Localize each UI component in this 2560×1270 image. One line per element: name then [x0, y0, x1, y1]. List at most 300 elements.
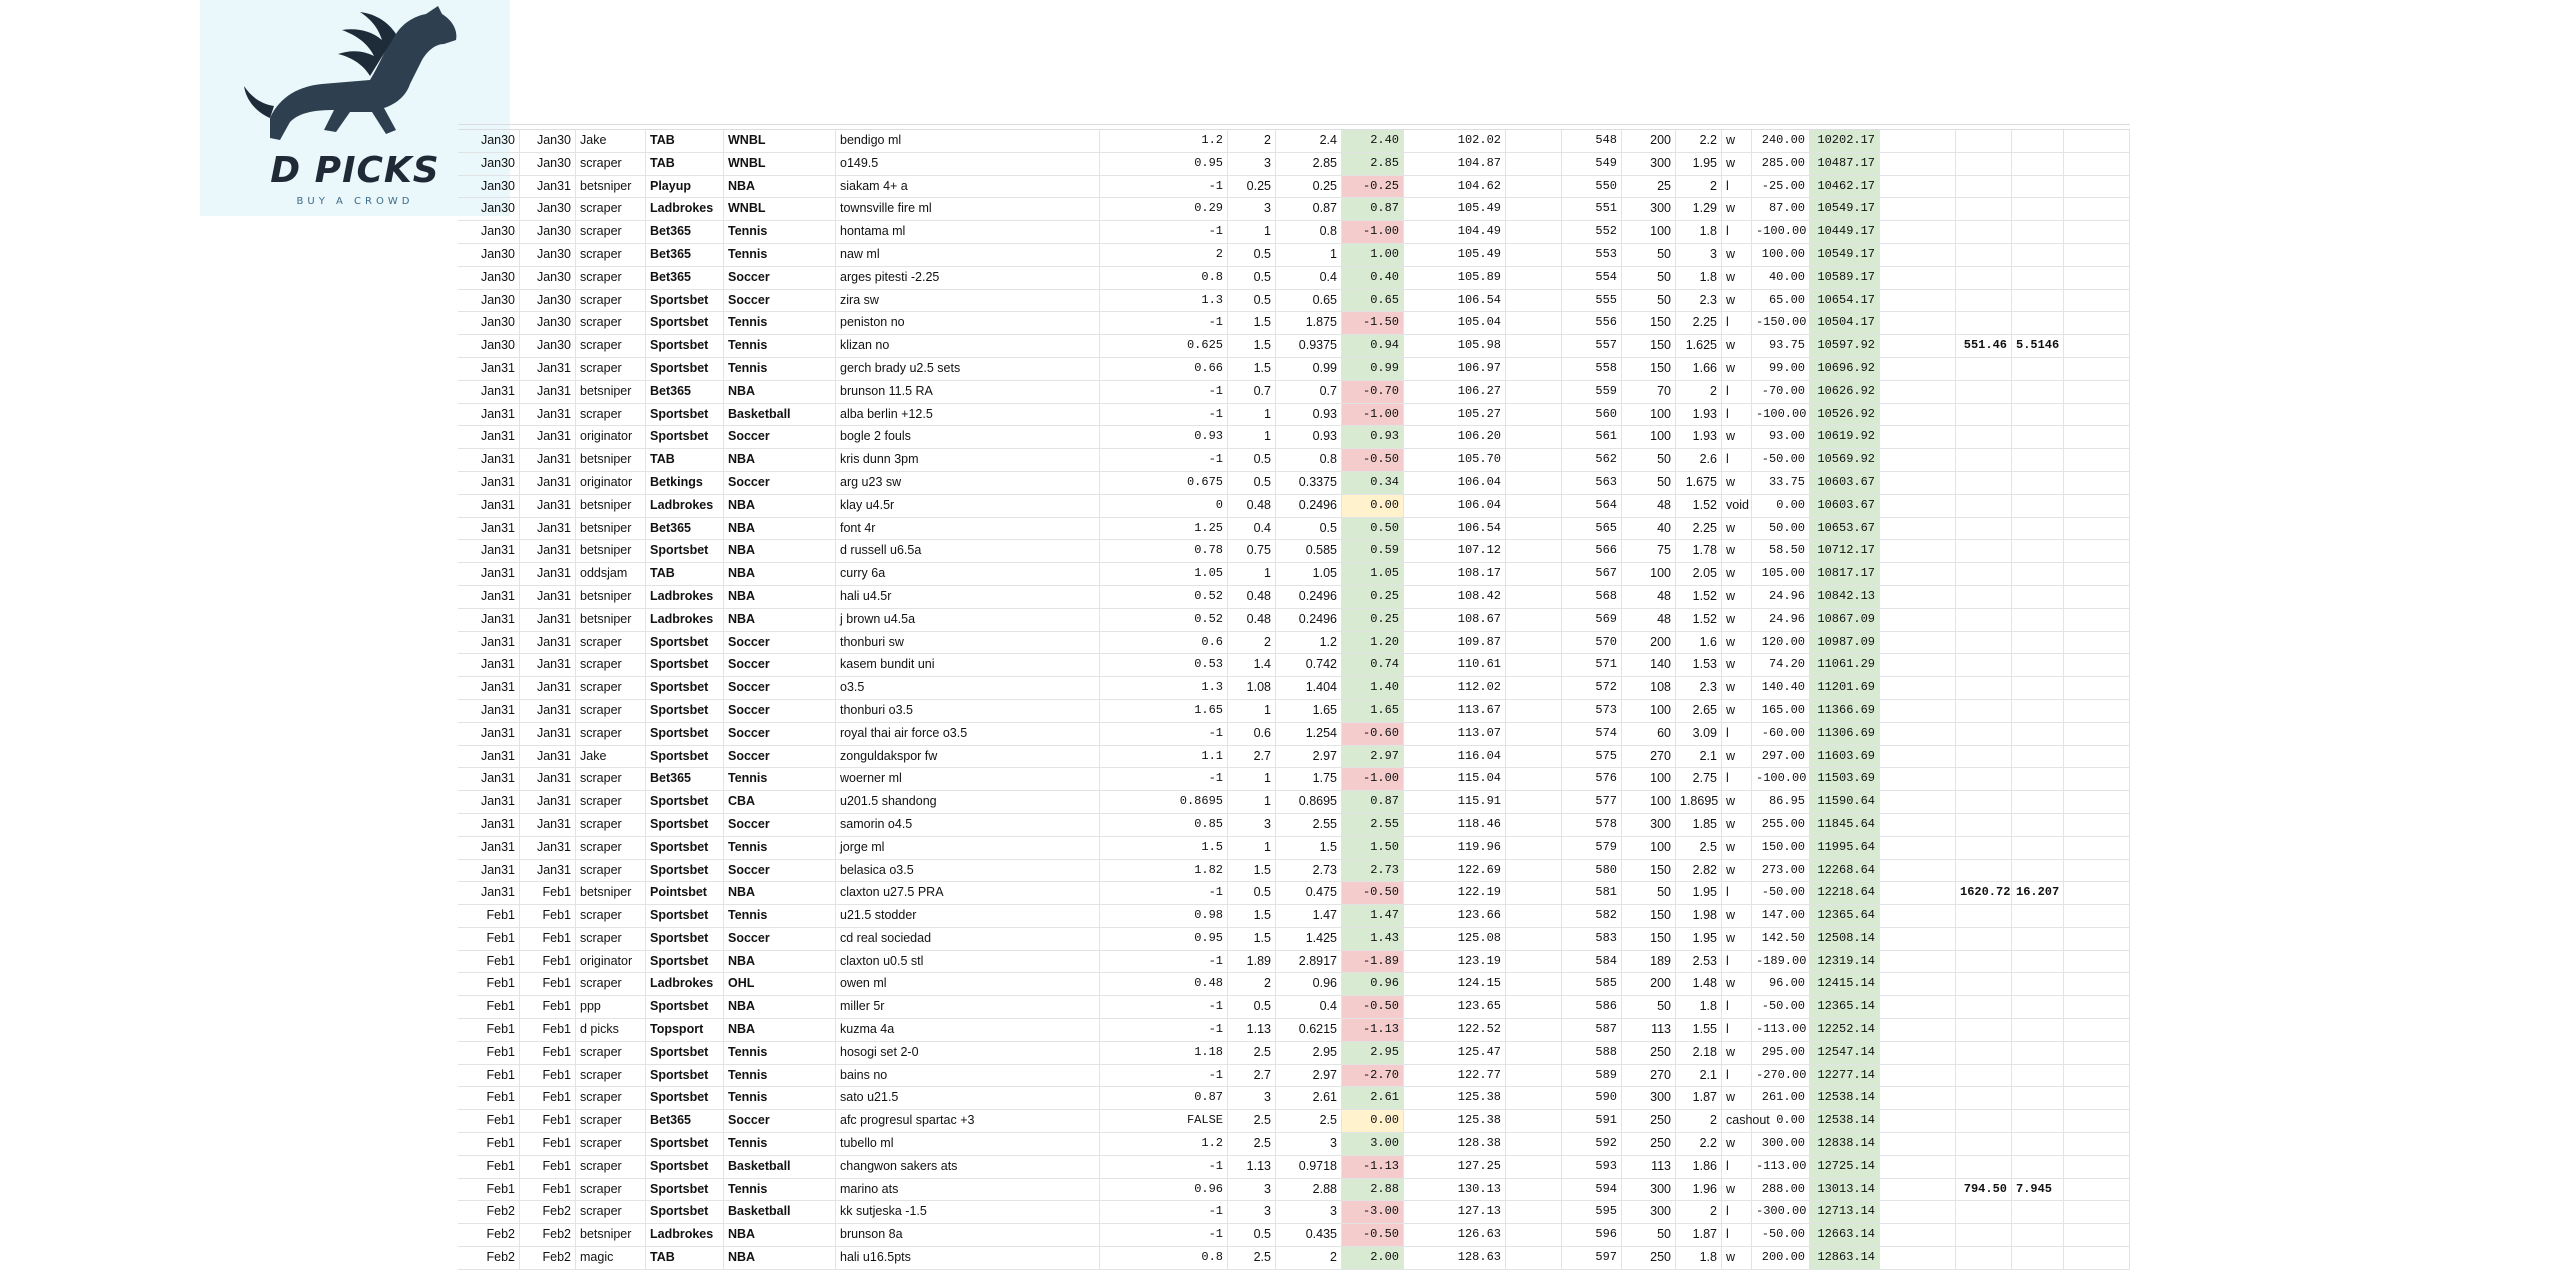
stake-cell[interactable]: 113 [1622, 1156, 1676, 1178]
stake-units-cell[interactable]: 0.5 [1228, 449, 1276, 471]
profit-unit-cell[interactable]: -1 [1100, 768, 1228, 790]
profit-cell[interactable]: -300.00 [1752, 1201, 1810, 1223]
bankroll-cell[interactable]: 12268.64 [1810, 860, 1880, 882]
empty-cell[interactable] [2064, 267, 2130, 289]
date-cell[interactable]: Jan30 [458, 198, 520, 220]
tipster-cell[interactable]: scraper [576, 905, 646, 927]
bookmaker-cell[interactable]: Betkings [646, 472, 724, 494]
bankroll-cell[interactable]: 10569.92 [1810, 449, 1880, 471]
running-units-cell[interactable]: 125.08 [1404, 928, 1506, 950]
tipster-cell[interactable]: betsniper [576, 1224, 646, 1246]
bookmaker-cell[interactable]: TAB [646, 130, 724, 152]
sport-cell[interactable]: Soccer [724, 700, 836, 722]
bet-number-cell[interactable]: 551 [1562, 198, 1622, 220]
empty-cell[interactable] [1506, 426, 1562, 448]
result-units-cell[interactable]: -0.60 [1342, 723, 1404, 745]
profit-cell[interactable]: 87.00 [1752, 198, 1810, 220]
settle-date-cell[interactable]: Feb1 [520, 973, 576, 995]
empty-cell[interactable] [2064, 1179, 2130, 1201]
settle-date-cell[interactable]: Feb1 [520, 1156, 576, 1178]
running-units-cell[interactable]: 128.63 [1404, 1247, 1506, 1269]
tipster-cell[interactable]: betsniper [576, 540, 646, 562]
bookmaker-cell[interactable]: TAB [646, 153, 724, 175]
odds-cell[interactable]: 2.75 [1676, 768, 1722, 790]
period-units-cell[interactable] [2012, 1087, 2064, 1109]
running-units-cell[interactable]: 109.87 [1404, 632, 1506, 654]
stake-units-cell[interactable]: 1 [1228, 563, 1276, 585]
empty-cell[interactable] [1880, 1179, 1956, 1201]
odds-cell[interactable]: 3 [1676, 244, 1722, 266]
settle-date-cell[interactable]: Jan30 [520, 335, 576, 357]
odds-cell[interactable]: 2.6 [1676, 449, 1722, 471]
result-units-cell[interactable]: 1.00 [1342, 244, 1404, 266]
empty-cell[interactable] [1880, 198, 1956, 220]
profit-cell[interactable]: 140.40 [1752, 677, 1810, 699]
empty-cell[interactable] [1506, 153, 1562, 175]
running-units-cell[interactable]: 123.65 [1404, 996, 1506, 1018]
sport-cell[interactable]: Soccer [724, 860, 836, 882]
settle-date-cell[interactable]: Jan31 [520, 586, 576, 608]
running-units-cell[interactable]: 127.13 [1404, 1201, 1506, 1223]
sport-cell[interactable]: NBA [724, 1247, 836, 1269]
profit-cell[interactable]: -113.00 [1752, 1019, 1810, 1041]
ev-cell[interactable]: 0.2496 [1276, 609, 1342, 631]
stake-units-cell[interactable]: 2 [1228, 130, 1276, 152]
tipster-cell[interactable]: originator [576, 426, 646, 448]
stake-cell[interactable]: 300 [1622, 1201, 1676, 1223]
bankroll-cell[interactable]: 10449.17 [1810, 221, 1880, 243]
bet-number-cell[interactable]: 556 [1562, 312, 1622, 334]
period-profit-cell[interactable] [1956, 609, 2012, 631]
selection-cell[interactable]: zira sw [836, 290, 1100, 312]
profit-unit-cell[interactable]: 0.8695 [1100, 791, 1228, 813]
profit-unit-cell[interactable]: 1.2 [1100, 130, 1228, 152]
stake-cell[interactable]: 250 [1622, 1133, 1676, 1155]
period-profit-cell[interactable]: 1620.72 [1956, 882, 2012, 904]
empty-cell[interactable] [1880, 632, 1956, 654]
date-cell[interactable]: Jan31 [458, 654, 520, 676]
running-units-cell[interactable]: 106.97 [1404, 358, 1506, 380]
ev-cell[interactable]: 1.404 [1276, 677, 1342, 699]
period-profit-cell[interactable] [1956, 654, 2012, 676]
period-units-cell[interactable] [2012, 632, 2064, 654]
selection-cell[interactable]: royal thai air force o3.5 [836, 723, 1100, 745]
profit-unit-cell[interactable]: -1 [1100, 404, 1228, 426]
settle-date-cell[interactable]: Jan31 [520, 791, 576, 813]
running-units-cell[interactable]: 119.96 [1404, 837, 1506, 859]
bet-number-cell[interactable]: 555 [1562, 290, 1622, 312]
bankroll-cell[interactable]: 11590.64 [1810, 791, 1880, 813]
bet-number-cell[interactable]: 576 [1562, 768, 1622, 790]
outcome-cell[interactable]: w [1722, 1247, 1752, 1269]
stake-units-cell[interactable]: 1.08 [1228, 677, 1276, 699]
outcome-cell[interactable]: w [1722, 1042, 1752, 1064]
odds-cell[interactable]: 1.95 [1676, 153, 1722, 175]
running-units-cell[interactable]: 104.62 [1404, 176, 1506, 198]
empty-cell[interactable] [1880, 814, 1956, 836]
sport-cell[interactable]: Soccer [724, 928, 836, 950]
stake-units-cell[interactable]: 3 [1228, 153, 1276, 175]
period-profit-cell[interactable] [1956, 1133, 2012, 1155]
date-cell[interactable]: Feb2 [458, 1224, 520, 1246]
period-units-cell[interactable] [2012, 563, 2064, 585]
bookmaker-cell[interactable]: Playup [646, 176, 724, 198]
odds-cell[interactable]: 2.18 [1676, 1042, 1722, 1064]
result-units-cell[interactable]: 2.73 [1342, 860, 1404, 882]
settle-date-cell[interactable]: Jan31 [520, 563, 576, 585]
bookmaker-cell[interactable]: Ladbrokes [646, 495, 724, 517]
outcome-cell[interactable]: w [1722, 290, 1752, 312]
odds-cell[interactable]: 1.625 [1676, 335, 1722, 357]
running-units-cell[interactable]: 115.91 [1404, 791, 1506, 813]
bankroll-cell[interactable]: 12319.14 [1810, 951, 1880, 973]
bankroll-cell[interactable]: 10549.17 [1810, 244, 1880, 266]
sport-cell[interactable]: Soccer [724, 632, 836, 654]
stake-cell[interactable]: 108 [1622, 677, 1676, 699]
ev-cell[interactable]: 3 [1276, 1133, 1342, 1155]
outcome-cell[interactable]: w [1722, 1133, 1752, 1155]
result-units-cell[interactable]: 0.87 [1342, 198, 1404, 220]
result-units-cell[interactable]: 1.65 [1342, 700, 1404, 722]
profit-unit-cell[interactable]: 0.625 [1100, 335, 1228, 357]
bankroll-cell[interactable]: 10842.13 [1810, 586, 1880, 608]
period-profit-cell[interactable] [1956, 130, 2012, 152]
settle-date-cell[interactable]: Jan30 [520, 198, 576, 220]
running-units-cell[interactable]: 106.54 [1404, 290, 1506, 312]
settle-date-cell[interactable]: Feb1 [520, 1179, 576, 1201]
period-units-cell[interactable] [2012, 996, 2064, 1018]
period-profit-cell[interactable] [1956, 472, 2012, 494]
running-units-cell[interactable]: 108.42 [1404, 586, 1506, 608]
result-units-cell[interactable]: -1.89 [1342, 951, 1404, 973]
profit-cell[interactable]: 105.00 [1752, 563, 1810, 585]
profit-cell[interactable]: 255.00 [1752, 814, 1810, 836]
period-profit-cell[interactable] [1956, 358, 2012, 380]
date-cell[interactable]: Jan30 [458, 153, 520, 175]
date-cell[interactable]: Feb1 [458, 1179, 520, 1201]
settle-date-cell[interactable]: Jan31 [520, 677, 576, 699]
period-units-cell[interactable] [2012, 586, 2064, 608]
running-units-cell[interactable]: 130.13 [1404, 1179, 1506, 1201]
outcome-cell[interactable]: l [1722, 1156, 1752, 1178]
bankroll-cell[interactable]: 10487.17 [1810, 153, 1880, 175]
empty-cell[interactable] [1880, 677, 1956, 699]
profit-unit-cell[interactable]: -1 [1100, 882, 1228, 904]
selection-cell[interactable]: kasem bundit uni [836, 654, 1100, 676]
outcome-cell[interactable]: l [1722, 176, 1752, 198]
sport-cell[interactable]: NBA [724, 176, 836, 198]
date-cell[interactable]: Feb1 [458, 1019, 520, 1041]
stake-cell[interactable]: 75 [1622, 540, 1676, 562]
selection-cell[interactable]: font 4r [836, 518, 1100, 540]
outcome-cell[interactable]: l [1722, 449, 1752, 471]
profit-unit-cell[interactable]: 1.25 [1100, 518, 1228, 540]
profit-cell[interactable]: -100.00 [1752, 768, 1810, 790]
date-cell[interactable]: Feb1 [458, 1065, 520, 1087]
empty-cell[interactable] [1880, 700, 1956, 722]
stake-cell[interactable]: 150 [1622, 312, 1676, 334]
empty-cell[interactable] [1880, 540, 1956, 562]
stake-units-cell[interactable]: 2.7 [1228, 746, 1276, 768]
empty-cell[interactable] [1880, 221, 1956, 243]
profit-unit-cell[interactable]: -1 [1100, 449, 1228, 471]
profit-cell[interactable]: 24.96 [1752, 586, 1810, 608]
result-units-cell[interactable]: 1.05 [1342, 563, 1404, 585]
empty-cell[interactable] [1506, 882, 1562, 904]
tipster-cell[interactable]: Jake [576, 130, 646, 152]
bankroll-cell[interactable]: 12218.64 [1810, 882, 1880, 904]
period-units-cell[interactable] [2012, 404, 2064, 426]
bookmaker-cell[interactable]: Bet365 [646, 221, 724, 243]
ev-cell[interactable]: 0.87 [1276, 198, 1342, 220]
empty-cell[interactable] [1506, 198, 1562, 220]
period-profit-cell[interactable] [1956, 860, 2012, 882]
tipster-cell[interactable]: scraper [576, 1133, 646, 1155]
empty-cell[interactable] [2064, 130, 2130, 152]
period-profit-cell[interactable] [1956, 1110, 2012, 1132]
running-units-cell[interactable]: 125.38 [1404, 1110, 1506, 1132]
stake-units-cell[interactable]: 3 [1228, 1179, 1276, 1201]
empty-cell[interactable] [1506, 563, 1562, 585]
stake-cell[interactable]: 270 [1622, 1065, 1676, 1087]
bookmaker-cell[interactable]: Pointsbet [646, 882, 724, 904]
profit-unit-cell[interactable]: 0 [1100, 495, 1228, 517]
ev-cell[interactable]: 0.742 [1276, 654, 1342, 676]
profit-cell[interactable]: 65.00 [1752, 290, 1810, 312]
profit-unit-cell[interactable]: -1 [1100, 951, 1228, 973]
bookmaker-cell[interactable]: Sportsbet [646, 700, 724, 722]
profit-cell[interactable]: -100.00 [1752, 221, 1810, 243]
empty-cell[interactable] [2064, 244, 2130, 266]
profit-cell[interactable]: 100.00 [1752, 244, 1810, 266]
empty-cell[interactable] [1880, 1156, 1956, 1178]
bet-number-cell[interactable]: 561 [1562, 426, 1622, 448]
stake-units-cell[interactable]: 2.7 [1228, 1065, 1276, 1087]
outcome-cell[interactable]: l [1722, 221, 1752, 243]
period-units-cell[interactable] [2012, 1019, 2064, 1041]
empty-cell[interactable] [1880, 1110, 1956, 1132]
odds-cell[interactable]: 1.87 [1676, 1224, 1722, 1246]
selection-cell[interactable]: kk sutjeska -1.5 [836, 1201, 1100, 1223]
date-cell[interactable]: Feb1 [458, 1133, 520, 1155]
period-units-cell[interactable] [2012, 973, 2064, 995]
bookmaker-cell[interactable]: Sportsbet [646, 312, 724, 334]
result-units-cell[interactable]: 0.34 [1342, 472, 1404, 494]
empty-cell[interactable] [1880, 1042, 1956, 1064]
ev-cell[interactable]: 1.425 [1276, 928, 1342, 950]
selection-cell[interactable]: klizan no [836, 335, 1100, 357]
sport-cell[interactable]: Soccer [724, 267, 836, 289]
empty-cell[interactable] [2064, 312, 2130, 334]
bookmaker-cell[interactable]: Bet365 [646, 1110, 724, 1132]
bet-number-cell[interactable]: 586 [1562, 996, 1622, 1018]
stake-cell[interactable]: 300 [1622, 1179, 1676, 1201]
empty-cell[interactable] [1506, 768, 1562, 790]
period-units-cell[interactable] [2012, 130, 2064, 152]
odds-cell[interactable]: 1.52 [1676, 495, 1722, 517]
bookmaker-cell[interactable]: TAB [646, 449, 724, 471]
selection-cell[interactable]: thonburi o3.5 [836, 700, 1100, 722]
stake-units-cell[interactable]: 1.5 [1228, 312, 1276, 334]
empty-cell[interactable] [2064, 1087, 2130, 1109]
tipster-cell[interactable]: scraper [576, 312, 646, 334]
running-units-cell[interactable]: 124.15 [1404, 973, 1506, 995]
tipster-cell[interactable]: scraper [576, 837, 646, 859]
period-profit-cell[interactable] [1956, 540, 2012, 562]
empty-cell[interactable] [2064, 290, 2130, 312]
sport-cell[interactable]: NBA [724, 609, 836, 631]
selection-cell[interactable]: cd real sociedad [836, 928, 1100, 950]
empty-cell[interactable] [1506, 814, 1562, 836]
stake-units-cell[interactable]: 3 [1228, 814, 1276, 836]
bet-number-cell[interactable]: 582 [1562, 905, 1622, 927]
empty-cell[interactable] [2064, 632, 2130, 654]
profit-cell[interactable]: 50.00 [1752, 518, 1810, 540]
result-units-cell[interactable]: 2.55 [1342, 814, 1404, 836]
profit-unit-cell[interactable]: 0.95 [1100, 153, 1228, 175]
stake-cell[interactable]: 25 [1622, 176, 1676, 198]
bankroll-cell[interactable]: 10653.67 [1810, 518, 1880, 540]
stake-cell[interactable]: 100 [1622, 768, 1676, 790]
settle-date-cell[interactable]: Feb1 [520, 882, 576, 904]
selection-cell[interactable]: bains no [836, 1065, 1100, 1087]
bankroll-cell[interactable]: 11061.29 [1810, 654, 1880, 676]
selection-cell[interactable]: o149.5 [836, 153, 1100, 175]
stake-units-cell[interactable]: 1.5 [1228, 860, 1276, 882]
profit-cell[interactable]: 93.75 [1752, 335, 1810, 357]
outcome-cell[interactable]: l [1722, 1065, 1752, 1087]
tipster-cell[interactable]: scraper [576, 153, 646, 175]
settle-date-cell[interactable]: Jan31 [520, 746, 576, 768]
outcome-cell[interactable]: w [1722, 837, 1752, 859]
settle-date-cell[interactable]: Feb1 [520, 1110, 576, 1132]
outcome-cell[interactable]: l [1722, 312, 1752, 334]
result-units-cell[interactable]: 0.25 [1342, 586, 1404, 608]
tipster-cell[interactable]: betsniper [576, 381, 646, 403]
bookmaker-cell[interactable]: Bet365 [646, 244, 724, 266]
selection-cell[interactable]: o3.5 [836, 677, 1100, 699]
ev-cell[interactable]: 0.8695 [1276, 791, 1342, 813]
odds-cell[interactable]: 2 [1676, 381, 1722, 403]
running-units-cell[interactable]: 113.67 [1404, 700, 1506, 722]
profit-cell[interactable]: 0.00 [1752, 495, 1810, 517]
profit-cell[interactable]: 33.75 [1752, 472, 1810, 494]
outcome-cell[interactable]: l [1722, 951, 1752, 973]
bankroll-cell[interactable]: 10462.17 [1810, 176, 1880, 198]
empty-cell[interactable] [2064, 1042, 2130, 1064]
profit-unit-cell[interactable]: FALSE [1100, 1110, 1228, 1132]
period-units-cell[interactable] [2012, 290, 2064, 312]
empty-cell[interactable] [1506, 1156, 1562, 1178]
period-profit-cell[interactable] [1956, 996, 2012, 1018]
bookmaker-cell[interactable]: Sportsbet [646, 654, 724, 676]
period-profit-cell[interactable] [1956, 518, 2012, 540]
bet-number-cell[interactable]: 591 [1562, 1110, 1622, 1132]
empty-cell[interactable] [1880, 426, 1956, 448]
outcome-cell[interactable]: w [1722, 791, 1752, 813]
odds-cell[interactable]: 1.48 [1676, 973, 1722, 995]
bankroll-cell[interactable]: 10696.92 [1810, 358, 1880, 380]
stake-cell[interactable]: 48 [1622, 586, 1676, 608]
empty-cell[interactable] [1506, 996, 1562, 1018]
selection-cell[interactable]: kris dunn 3pm [836, 449, 1100, 471]
empty-cell[interactable] [1880, 404, 1956, 426]
settle-date-cell[interactable]: Jan31 [520, 723, 576, 745]
outcome-cell[interactable]: w [1722, 472, 1752, 494]
result-units-cell[interactable]: -0.25 [1342, 176, 1404, 198]
bookmaker-cell[interactable]: TAB [646, 1247, 724, 1269]
selection-cell[interactable]: hontama ml [836, 221, 1100, 243]
result-units-cell[interactable]: 1.20 [1342, 632, 1404, 654]
profit-unit-cell[interactable]: -1 [1100, 1019, 1228, 1041]
bet-number-cell[interactable]: 560 [1562, 404, 1622, 426]
empty-cell[interactable] [1880, 973, 1956, 995]
empty-cell[interactable] [1880, 837, 1956, 859]
sport-cell[interactable]: NBA [724, 381, 836, 403]
sport-cell[interactable]: Tennis [724, 221, 836, 243]
selection-cell[interactable]: j brown u4.5a [836, 609, 1100, 631]
stake-cell[interactable]: 50 [1622, 996, 1676, 1018]
odds-cell[interactable]: 2.3 [1676, 290, 1722, 312]
stake-cell[interactable]: 100 [1622, 563, 1676, 585]
bet-number-cell[interactable]: 553 [1562, 244, 1622, 266]
odds-cell[interactable]: 2.2 [1676, 130, 1722, 152]
outcome-cell[interactable]: w [1722, 905, 1752, 927]
running-units-cell[interactable]: 105.49 [1404, 198, 1506, 220]
ev-cell[interactable]: 0.9718 [1276, 1156, 1342, 1178]
result-units-cell[interactable]: 2.00 [1342, 1247, 1404, 1269]
stake-units-cell[interactable]: 0.25 [1228, 176, 1276, 198]
empty-cell[interactable] [1506, 837, 1562, 859]
stake-cell[interactable]: 150 [1622, 335, 1676, 357]
sport-cell[interactable]: Soccer [724, 677, 836, 699]
empty-cell[interactable] [1880, 996, 1956, 1018]
bookmaker-cell[interactable]: Sportsbet [646, 1087, 724, 1109]
sport-cell[interactable]: Tennis [724, 1133, 836, 1155]
profit-cell[interactable]: -70.00 [1752, 381, 1810, 403]
bet-number-cell[interactable]: 595 [1562, 1201, 1622, 1223]
empty-cell[interactable] [1506, 176, 1562, 198]
odds-cell[interactable]: 2.05 [1676, 563, 1722, 585]
stake-units-cell[interactable]: 0.48 [1228, 609, 1276, 631]
sport-cell[interactable]: OHL [724, 973, 836, 995]
bookmaker-cell[interactable]: Sportsbet [646, 837, 724, 859]
sport-cell[interactable]: WNBL [724, 130, 836, 152]
running-units-cell[interactable]: 123.19 [1404, 951, 1506, 973]
period-units-cell[interactable] [2012, 472, 2064, 494]
result-units-cell[interactable]: 2.61 [1342, 1087, 1404, 1109]
empty-cell[interactable] [1880, 1019, 1956, 1041]
outcome-cell[interactable]: w [1722, 518, 1752, 540]
empty-cell[interactable] [1880, 1087, 1956, 1109]
ev-cell[interactable]: 2.8917 [1276, 951, 1342, 973]
bookmaker-cell[interactable]: Topsport [646, 1019, 724, 1041]
profit-unit-cell[interactable]: -1 [1100, 221, 1228, 243]
settle-date-cell[interactable]: Feb2 [520, 1224, 576, 1246]
outcome-cell[interactable]: w [1722, 267, 1752, 289]
odds-cell[interactable]: 1.8 [1676, 1247, 1722, 1269]
sport-cell[interactable]: Tennis [724, 358, 836, 380]
period-profit-cell[interactable] [1956, 426, 2012, 448]
tipster-cell[interactable]: scraper [576, 1042, 646, 1064]
result-units-cell[interactable]: 0.99 [1342, 358, 1404, 380]
empty-cell[interactable] [2064, 358, 2130, 380]
settle-date-cell[interactable]: Jan31 [520, 768, 576, 790]
bankroll-cell[interactable]: 12538.14 [1810, 1110, 1880, 1132]
outcome-cell[interactable]: cashout [1722, 1110, 1752, 1132]
odds-cell[interactable]: 2 [1676, 1110, 1722, 1132]
bankroll-cell[interactable]: 10712.17 [1810, 540, 1880, 562]
